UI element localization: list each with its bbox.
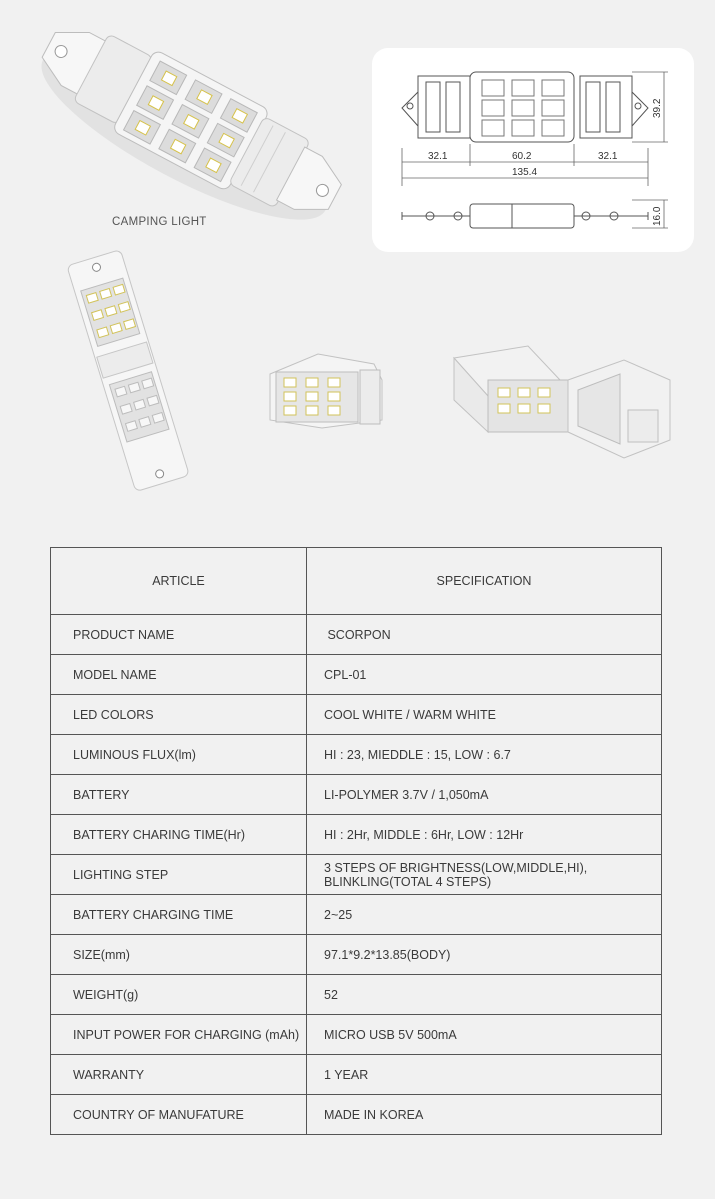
spec-cell: CPL-01 [307, 655, 662, 695]
technical-drawing-card [372, 48, 694, 252]
spec-cell: MICRO USB 5V 500mA [307, 1015, 662, 1055]
table-row [51, 775, 662, 815]
table-header-row [51, 548, 662, 615]
spec-cell: COOL WHITE / WARM WHITE [307, 695, 662, 735]
angled-light-photo [448, 340, 674, 464]
table-row [51, 935, 662, 975]
spec-cell [307, 855, 662, 895]
table-row [51, 1095, 662, 1135]
spec-cell: SCORPON [307, 615, 662, 655]
dim-thickness: 16.0 [652, 206, 663, 226]
article-cell: BATTERY [51, 775, 307, 815]
article-cell: BATTERY CHARGING TIME [51, 895, 307, 935]
article-cell: LIGHTING STEP [51, 855, 307, 895]
article-cell: COUNTRY OF MANUFATURE [51, 1095, 307, 1135]
spec-cell: 97.1*9.2*13.85(BODY) [307, 935, 662, 975]
spec-cell: MADE IN KOREA [307, 1095, 662, 1135]
article-cell: BATTERY CHARING TIME(Hr) [51, 815, 307, 855]
table-row [51, 655, 662, 695]
header-article: ARTICLE [51, 548, 307, 615]
table-row [51, 695, 662, 735]
article-cell: WARRANTY [51, 1055, 307, 1095]
article-cell: WEIGHT(g) [51, 975, 307, 1015]
dim-body-length: 60.2 [512, 151, 532, 162]
spec-cell: 2~25 [307, 895, 662, 935]
table-row [51, 1055, 662, 1095]
spec-line: 3 STEPS OF BRIGHTNESS(LOW,MIDDLE,HI), [324, 860, 588, 875]
dim-width: 39.2 [652, 98, 663, 118]
spec-line: BLINKLING(TOTAL 4 STEPS) [324, 874, 492, 889]
spec-cell: HI : 23, MIEDDLE : 15, LOW : 6.7 [307, 735, 662, 775]
spec-cell: 1 YEAR [307, 1055, 662, 1095]
table-row [51, 815, 662, 855]
table-row [51, 1015, 662, 1055]
camping-light-photo [20, 10, 360, 232]
folded-light-photo [262, 350, 386, 432]
article-cell: INPUT POWER FOR CHARGING (mAh) [51, 1015, 307, 1055]
article-cell: MODEL NAME [51, 655, 307, 695]
table-row [51, 735, 662, 775]
header-specification: SPECIFICATION [307, 548, 662, 615]
table-row [51, 975, 662, 1015]
table-row [51, 615, 662, 655]
spec-cell: LI-POLYMER 3.7V / 1,050mA [307, 775, 662, 815]
table-row [51, 895, 662, 935]
article-cell: SIZE(mm) [51, 935, 307, 975]
article-cell: LED COLORS [51, 695, 307, 735]
spec-cell: 52 [307, 975, 662, 1015]
dim-left-length: 32.1 [428, 151, 448, 162]
spec-table [50, 547, 662, 1135]
product-caption: CAMPING LIGHT [112, 216, 207, 228]
extended-light-photo [40, 246, 220, 494]
dim-right-length: 32.1 [598, 151, 618, 162]
dim-total-length: 135.4 [512, 167, 538, 178]
article-cell: PRODUCT NAME [51, 615, 307, 655]
technical-drawing [372, 48, 694, 252]
table-row [51, 855, 662, 895]
article-cell: LUMINOUS FLUX(lm) [51, 735, 307, 775]
spec-cell: HI : 2Hr, MIDDLE : 6Hr, LOW : 12Hr [307, 815, 662, 855]
